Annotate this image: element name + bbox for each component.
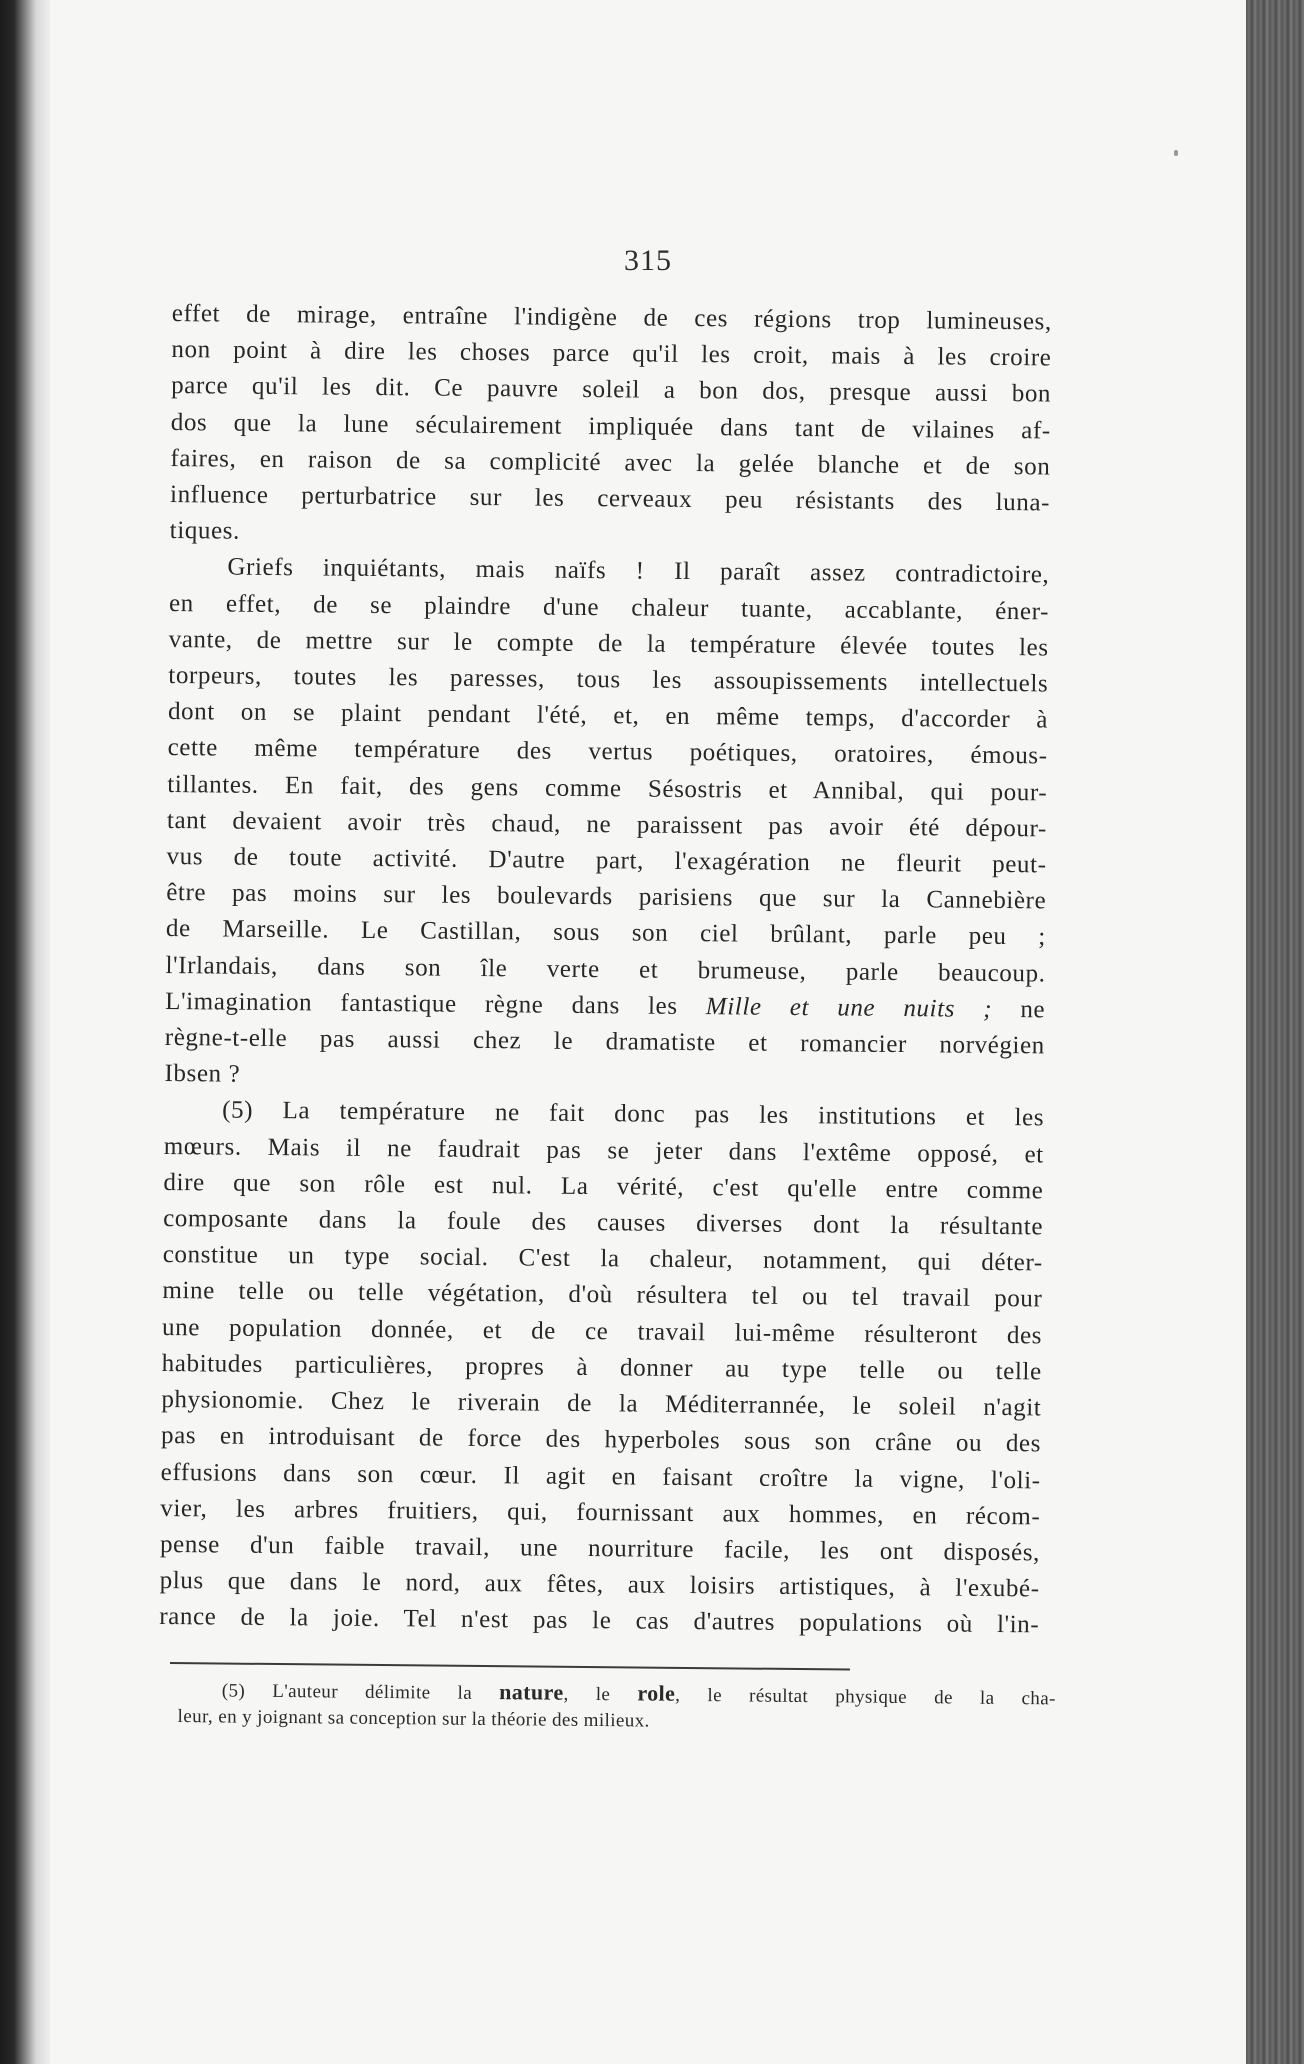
text-line: cette même température des vertus poétiques, oratoires, émous- (167, 734, 1048, 770)
footnote-text: , le (563, 1683, 638, 1706)
text-line: tant devaient avoir très chaud, ne paraissent pas avoir été dépour- (166, 806, 1048, 843)
text-line: dos que la lune séculairement impliquée dans tant de vilaines af- (170, 408, 1051, 445)
text-line: effusions dans son cœur. Il agit en faisant croître la vigne, l'oli- (160, 1458, 1041, 1494)
text-line: tillantes. En fait, des gens comme Sésostris et Annibal, qui pour- (167, 770, 1048, 807)
text-line: vante, de mettre sur le compte de la température élevée toutes les (168, 625, 1049, 662)
line-start: L'imagination fantastique règne dans les (165, 987, 707, 1021)
page-number: 315 (624, 244, 672, 277)
text-line: torpeurs, toutes les paresses, tous les assoupissements intellectuels (168, 662, 1049, 698)
text-line: (5) La température ne fait donc pas les institutions et les (222, 1096, 1045, 1132)
text-line: de Marseille. Le Castillan, sous son ciel brûlant, parle peu ; (165, 915, 1047, 951)
paragraph-2 (164, 549, 1049, 1100)
body-text (159, 296, 1052, 1644)
line-end: ne (992, 995, 1046, 1024)
text-line: plus que dans le nord, aux fêtes, aux loisirs artistiques, à l'exubé- (159, 1567, 1040, 1603)
text-line: pas en introduisant de force des hyperboles sous son crâne ou des (160, 1422, 1042, 1458)
italic-book-title: Mille et une nuits ; (705, 993, 993, 1023)
text-line: Griefs inquiétants, mais naïfs ! Il paraît assez contradictoire, (227, 553, 1050, 589)
text-line: non point à dire les choses parce qu'il les croit, mais à les croire (171, 336, 1052, 372)
paper-speck (1174, 150, 1178, 156)
text-line: une population donnée, et de ce travail lui-même résulteront des (161, 1313, 1043, 1350)
footnote (177, 1676, 1055, 1738)
footnote-bold-term: role (637, 1680, 676, 1706)
book-binding-left (0, 0, 50, 2064)
text-line: vus de toute activité. D'autre part, l'exagération ne fleurit peut- (166, 843, 1047, 879)
book-page (50, 0, 1246, 2064)
footnote-text: (5) L'auteur délimite la (221, 1680, 500, 1705)
text-line: composante dans la foule des causes diverses dont la résultante (163, 1205, 1044, 1241)
text-line: règne-t-elle pas aussi chez le dramatiste et romancier norvégien (164, 1024, 1045, 1060)
footnote-line: leur, en y joignant sa conception sur la théorie des milieux. (177, 1705, 650, 1732)
text-line: constitue un type social. C'est la chaleur, notamment, qui déter- (162, 1241, 1043, 1277)
footnote-bold-term: nature (499, 1679, 564, 1705)
text-line: faires, en raison de sa complicité avec la gelée blanche et de son (170, 444, 1051, 481)
text-line: rance de la joie. Tel n'est pas le cas d'autres populations où l'in- (159, 1603, 1040, 1639)
text-line: être pas moins sur les boulevards parisiens que sur la Cannebière (166, 879, 1047, 915)
text-line: vier, les arbres fruitiers, qui, fournissant aux hommes, en récom- (160, 1494, 1041, 1531)
text-line: physionomie. Chez le riverain de la Méditerrannée, le soleil n'agit (161, 1386, 1042, 1422)
text-line: mœurs. Mais il ne faudrait pas se jeter dans l'extême opposé, et (163, 1132, 1044, 1169)
footnote-rule (170, 1662, 850, 1671)
paragraph-1 (170, 296, 1052, 558)
text-line: effet de mirage, entraîne l'indigène de ces régions trop lumineuses, (171, 299, 1052, 336)
footnote-text: , le résultat physique de la cha- (675, 1684, 1056, 1710)
text-line: dire que son rôle est nul. La vérité, c'est qu'elle entre comme (163, 1168, 1044, 1205)
text-line: influence perturbatrice sur les cerveaux peu résistants des luna- (169, 481, 1051, 517)
text-line: parce qu'il les dit. Ce pauvre soleil a bon dos, presque aussi bon (171, 372, 1052, 408)
text-line: Ibsen ? (164, 1060, 241, 1088)
paragraph-3 (159, 1092, 1044, 1643)
text-line: en effet, de se plaindre d'une chaleur tuante, accablante, éner- (168, 589, 1050, 626)
text-line: mine telle ou telle végétation, d'où résultera tel ou tel travail pour (162, 1277, 1043, 1313)
text-line: habitudes particulières, propres à donner au type telle ou telle (161, 1349, 1042, 1386)
text-line: tiques. (169, 517, 241, 545)
text-line: l'Irlandais, dans son île verte et brumeuse, parle beaucoup. (165, 951, 1046, 988)
text-line: pense d'un faible travail, une nourriture facile, les ont disposés, (159, 1530, 1041, 1567)
book-page-edges-right (1246, 0, 1304, 2064)
text-line: dont on se plaint pendant l'été, et, en même temps, d'accorder à (167, 698, 1049, 734)
